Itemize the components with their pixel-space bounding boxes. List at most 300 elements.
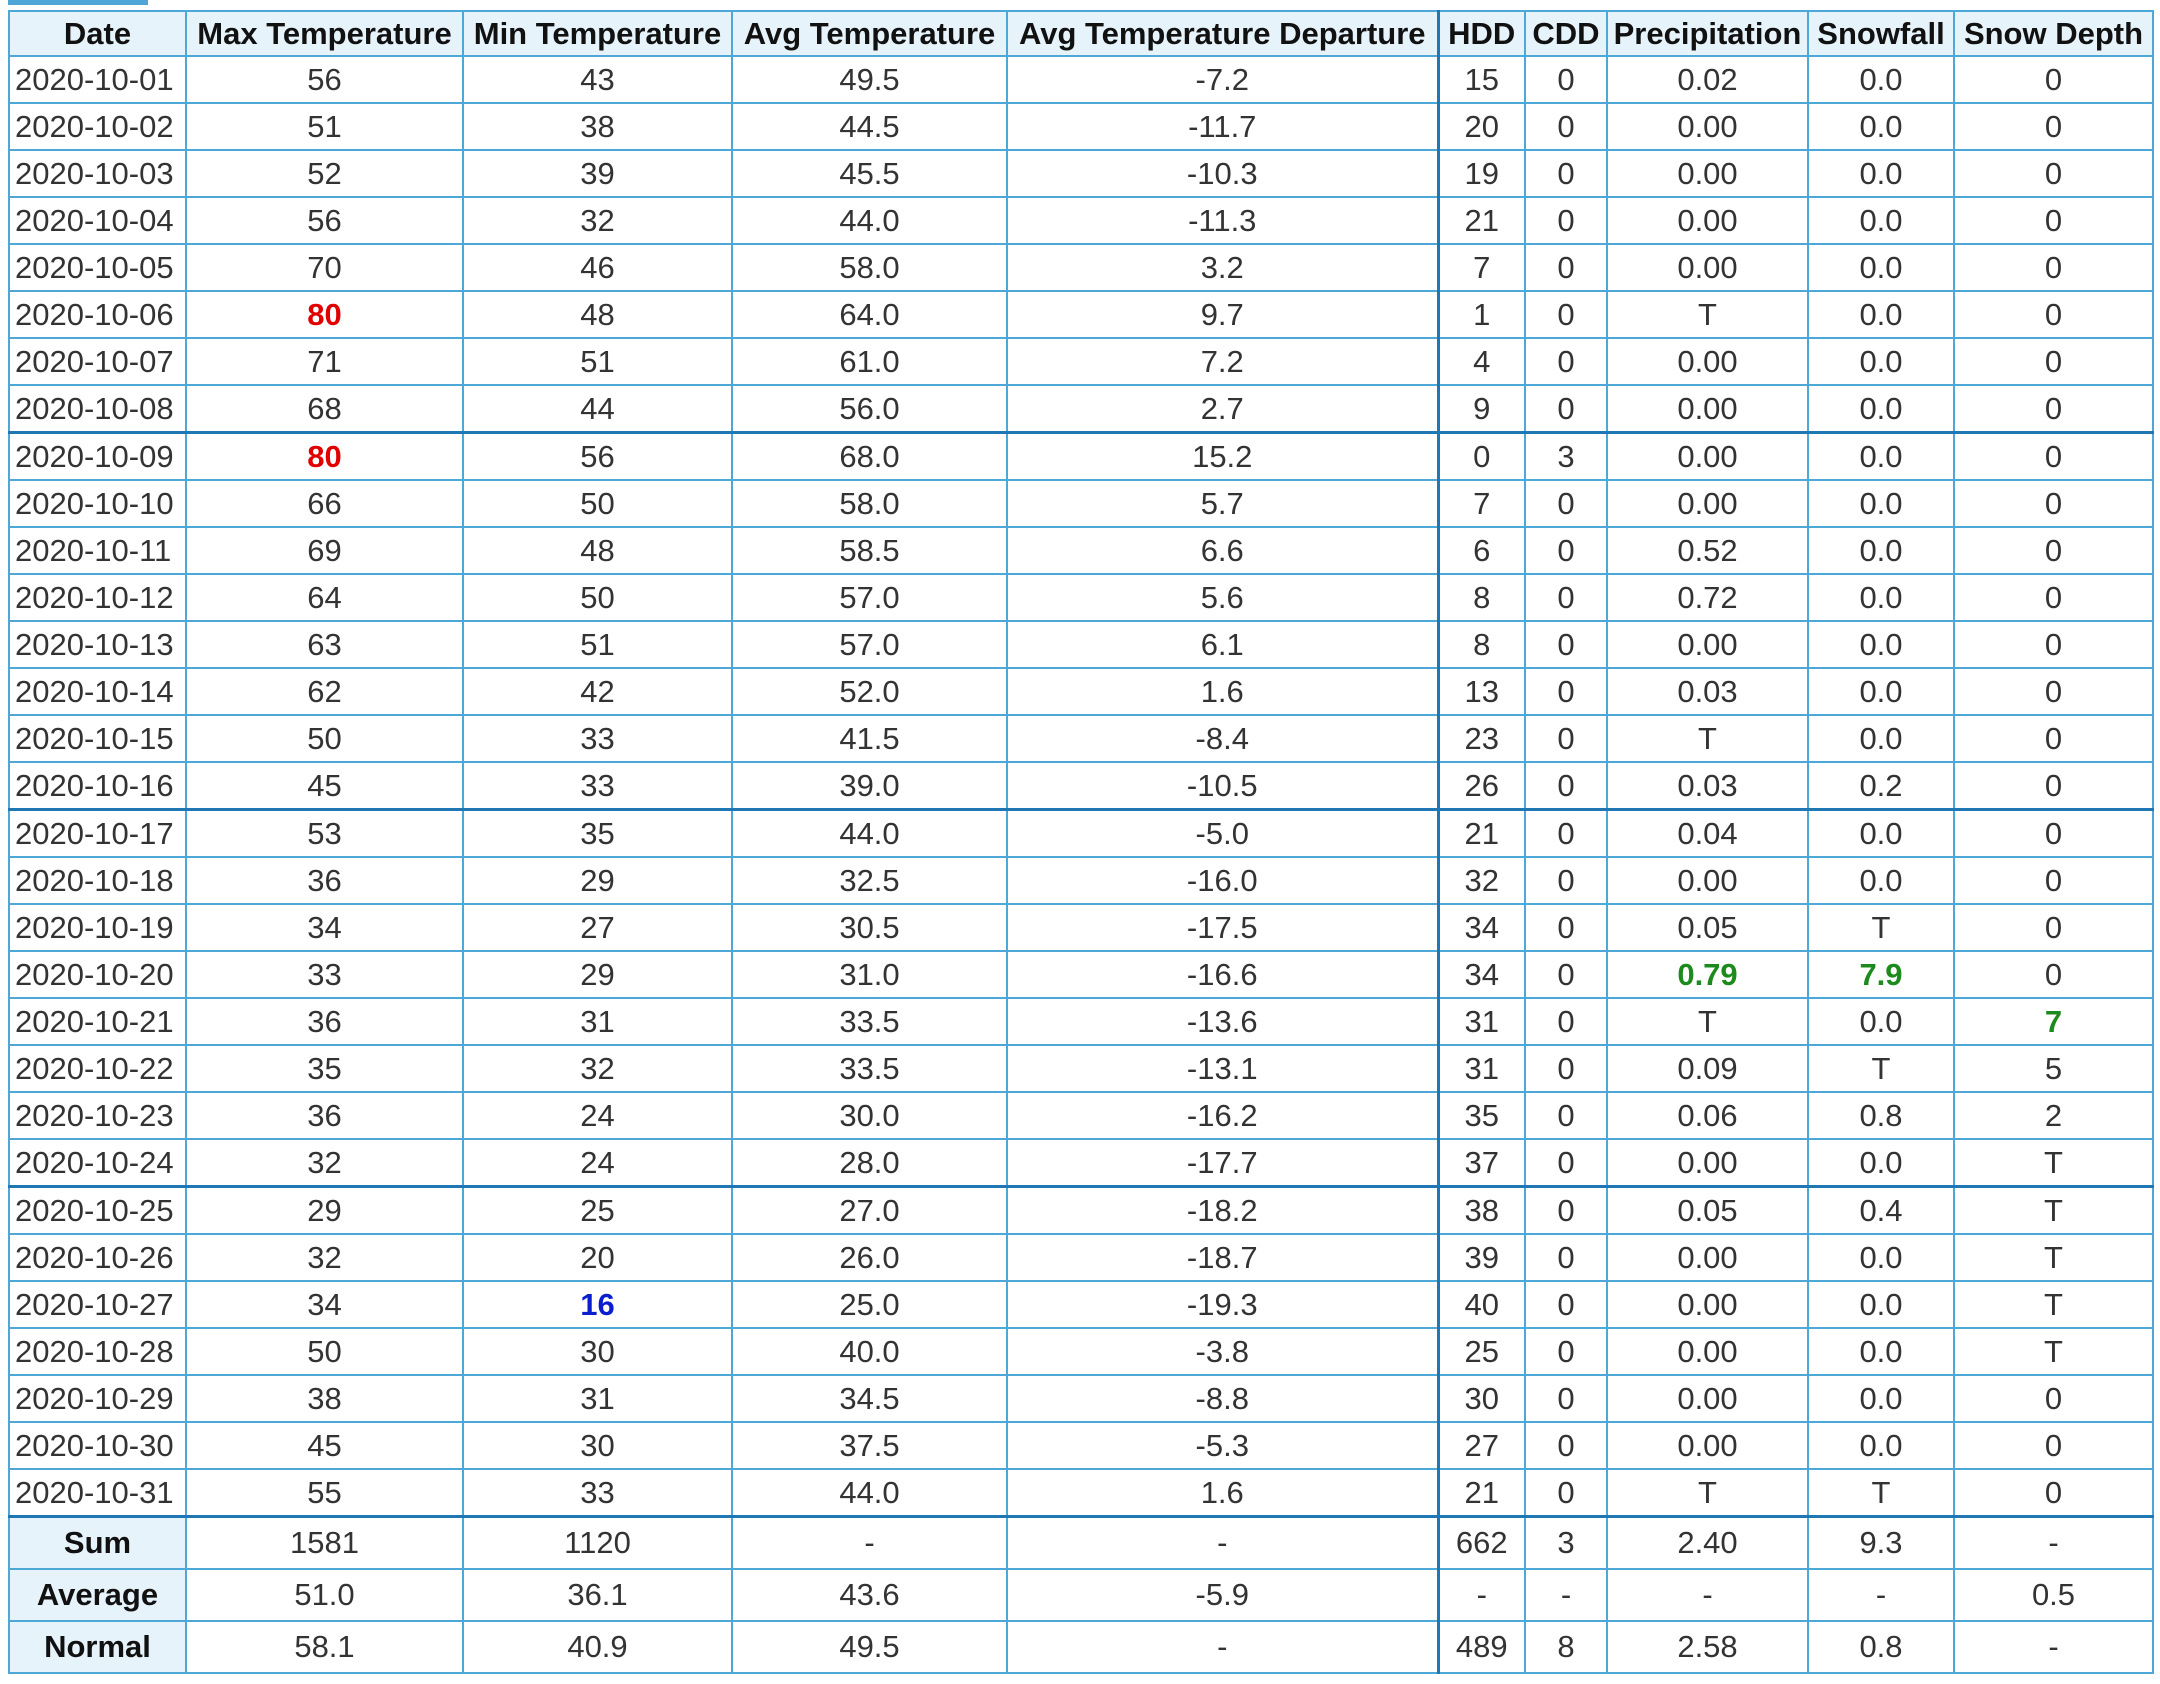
value-cell: T bbox=[1954, 1234, 2153, 1281]
value-cell: 0.00 bbox=[1607, 103, 1808, 150]
value-cell: 0 bbox=[1954, 810, 2153, 858]
date-cell: 2020-10-26 bbox=[9, 1234, 186, 1281]
value-cell: 66 bbox=[186, 480, 463, 527]
value-cell: 0.03 bbox=[1607, 762, 1808, 810]
value-cell: 1.6 bbox=[1007, 668, 1438, 715]
value-cell: 0.0 bbox=[1808, 197, 1954, 244]
table-row bbox=[9, 197, 2153, 244]
date-cell: 2020-10-12 bbox=[9, 574, 186, 621]
climate-table-container bbox=[8, 10, 2154, 1674]
value-cell: 0 bbox=[1954, 1422, 2153, 1469]
value-cell: 0 bbox=[1954, 1469, 2153, 1517]
summary-value: 51.0 bbox=[186, 1569, 463, 1621]
date-cell: 2020-10-15 bbox=[9, 715, 186, 762]
value-cell: 0 bbox=[1954, 56, 2153, 103]
value-cell: 0 bbox=[1438, 433, 1525, 481]
summary-value: 9.3 bbox=[1808, 1517, 1954, 1570]
summary-value: - bbox=[1007, 1517, 1438, 1570]
date-cell: 2020-10-07 bbox=[9, 338, 186, 385]
value-cell: 32 bbox=[186, 1139, 463, 1187]
table-row bbox=[9, 1281, 2153, 1328]
value-cell: 44.0 bbox=[732, 810, 1007, 858]
value-cell: T bbox=[1954, 1139, 2153, 1187]
value-cell: 0.0 bbox=[1808, 103, 1954, 150]
date-cell: 2020-10-31 bbox=[9, 1469, 186, 1517]
value-cell: 21 bbox=[1438, 1469, 1525, 1517]
value-cell: T bbox=[1808, 1469, 1954, 1517]
value-cell: 0 bbox=[1525, 715, 1607, 762]
value-cell: -17.7 bbox=[1007, 1139, 1438, 1187]
column-header[interactable]: Max Temperature bbox=[186, 11, 463, 56]
value-cell: -8.4 bbox=[1007, 715, 1438, 762]
table-row bbox=[9, 951, 2153, 998]
table-row bbox=[9, 998, 2153, 1045]
value-cell: 0 bbox=[1954, 480, 2153, 527]
table-row bbox=[9, 621, 2153, 668]
value-cell: T bbox=[1607, 998, 1808, 1045]
table-row bbox=[9, 103, 2153, 150]
summary-label: Sum bbox=[9, 1517, 186, 1570]
value-cell: 33 bbox=[463, 1469, 732, 1517]
value-cell: 0 bbox=[1525, 810, 1607, 858]
value-cell: 34 bbox=[1438, 904, 1525, 951]
summary-value: - bbox=[1954, 1621, 2153, 1673]
value-cell: -3.8 bbox=[1007, 1328, 1438, 1375]
table-row bbox=[9, 244, 2153, 291]
value-cell: 34 bbox=[186, 904, 463, 951]
value-cell: 0 bbox=[1954, 291, 2153, 338]
value-cell: 41.5 bbox=[732, 715, 1007, 762]
date-cell: 2020-10-17 bbox=[9, 810, 186, 858]
value-cell: 0.0 bbox=[1808, 1422, 1954, 1469]
value-cell: 35 bbox=[186, 1045, 463, 1092]
value-cell: 0.0 bbox=[1808, 433, 1954, 481]
summary-label: Normal bbox=[9, 1621, 186, 1673]
value-cell: 33 bbox=[186, 951, 463, 998]
table-row bbox=[9, 1187, 2153, 1235]
value-cell: 33 bbox=[463, 762, 732, 810]
table-row bbox=[9, 668, 2153, 715]
value-cell: 0.00 bbox=[1607, 1234, 1808, 1281]
table-row bbox=[9, 1092, 2153, 1139]
value-cell: 26 bbox=[1438, 762, 1525, 810]
date-cell: 2020-10-18 bbox=[9, 857, 186, 904]
value-cell: 0 bbox=[1954, 338, 2153, 385]
value-cell: 25.0 bbox=[732, 1281, 1007, 1328]
value-cell: 40 bbox=[1438, 1281, 1525, 1328]
value-cell: 34 bbox=[186, 1281, 463, 1328]
value-cell: 8 bbox=[1438, 574, 1525, 621]
value-cell: 0 bbox=[1525, 951, 1607, 998]
table-row bbox=[9, 1045, 2153, 1092]
value-cell: 0.0 bbox=[1808, 1234, 1954, 1281]
summary-value: 40.9 bbox=[463, 1621, 732, 1673]
value-cell: 30 bbox=[1438, 1375, 1525, 1422]
value-cell: 24 bbox=[463, 1092, 732, 1139]
value-cell: 0 bbox=[1525, 1281, 1607, 1328]
value-cell: 5.7 bbox=[1007, 480, 1438, 527]
summary-value: 0.5 bbox=[1954, 1569, 2153, 1621]
value-cell: 0 bbox=[1525, 668, 1607, 715]
value-cell: 21 bbox=[1438, 810, 1525, 858]
value-cell: 29 bbox=[463, 951, 732, 998]
column-header[interactable]: Snowfall bbox=[1808, 11, 1954, 56]
date-cell: 2020-10-20 bbox=[9, 951, 186, 998]
value-cell: 0.00 bbox=[1607, 197, 1808, 244]
value-cell: 0.00 bbox=[1607, 433, 1808, 481]
value-cell: 0.0 bbox=[1808, 668, 1954, 715]
value-cell: 57.0 bbox=[732, 574, 1007, 621]
value-cell: 0 bbox=[1954, 150, 2153, 197]
column-header[interactable]: Snow Depth bbox=[1954, 11, 2153, 56]
table-row bbox=[9, 574, 2153, 621]
value-cell: 0.0 bbox=[1808, 810, 1954, 858]
table-row bbox=[9, 1234, 2153, 1281]
value-cell: 0 bbox=[1525, 1469, 1607, 1517]
value-cell: 0 bbox=[1525, 385, 1607, 433]
value-cell: 0.0 bbox=[1808, 715, 1954, 762]
value-cell: 45 bbox=[186, 1422, 463, 1469]
value-cell: 35 bbox=[1438, 1092, 1525, 1139]
value-cell: T bbox=[1607, 1469, 1808, 1517]
value-cell: 0 bbox=[1525, 574, 1607, 621]
value-cell: 36 bbox=[186, 1092, 463, 1139]
value-cell: 0 bbox=[1525, 103, 1607, 150]
value-cell: 32 bbox=[463, 1045, 732, 1092]
value-cell: 0.0 bbox=[1808, 998, 1954, 1045]
value-cell: 0.2 bbox=[1808, 762, 1954, 810]
value-cell: -10.3 bbox=[1007, 150, 1438, 197]
value-cell: 43 bbox=[463, 56, 732, 103]
value-cell: -7.2 bbox=[1007, 56, 1438, 103]
summary-value: 662 bbox=[1438, 1517, 1525, 1570]
value-cell: 56 bbox=[186, 56, 463, 103]
date-cell: 2020-10-05 bbox=[9, 244, 186, 291]
value-cell: 42 bbox=[463, 668, 732, 715]
value-cell: 37 bbox=[1438, 1139, 1525, 1187]
table-row bbox=[9, 338, 2153, 385]
value-cell: 0 bbox=[1525, 998, 1607, 1045]
value-cell: 0.0 bbox=[1808, 527, 1954, 574]
value-cell: 29 bbox=[463, 857, 732, 904]
value-cell: 6.1 bbox=[1007, 621, 1438, 668]
date-cell: 2020-10-22 bbox=[9, 1045, 186, 1092]
value-cell: 0 bbox=[1525, 1139, 1607, 1187]
summary-value: 49.5 bbox=[732, 1621, 1007, 1673]
value-cell: T bbox=[1954, 1328, 2153, 1375]
value-cell: 0 bbox=[1525, 1234, 1607, 1281]
value-cell: 68 bbox=[186, 385, 463, 433]
value-cell: 31 bbox=[463, 998, 732, 1045]
value-cell: 8 bbox=[1438, 621, 1525, 668]
value-cell: 23 bbox=[1438, 715, 1525, 762]
value-cell: 58.5 bbox=[732, 527, 1007, 574]
value-cell: 30 bbox=[463, 1328, 732, 1375]
value-cell: 0 bbox=[1525, 1187, 1607, 1235]
value-cell: 44.0 bbox=[732, 1469, 1007, 1517]
date-cell: 2020-10-06 bbox=[9, 291, 186, 338]
date-cell: 2020-10-14 bbox=[9, 668, 186, 715]
value-cell: 0.00 bbox=[1607, 1281, 1808, 1328]
summary-value: 0.8 bbox=[1808, 1621, 1954, 1673]
value-cell: 39 bbox=[463, 150, 732, 197]
value-cell: 31 bbox=[463, 1375, 732, 1422]
value-cell: 32 bbox=[186, 1234, 463, 1281]
value-cell: 15.2 bbox=[1007, 433, 1438, 481]
value-cell: 56.0 bbox=[732, 385, 1007, 433]
column-header[interactable]: Date bbox=[9, 11, 186, 56]
summary-value: - bbox=[1954, 1517, 2153, 1570]
value-cell: 0 bbox=[1525, 1328, 1607, 1375]
value-cell: 0 bbox=[1954, 1375, 2153, 1422]
value-cell: 0.0 bbox=[1808, 574, 1954, 621]
value-cell: 57.0 bbox=[732, 621, 1007, 668]
date-cell: 2020-10-01 bbox=[9, 56, 186, 103]
date-cell: 2020-10-30 bbox=[9, 1422, 186, 1469]
value-cell: 0.0 bbox=[1808, 1139, 1954, 1187]
value-cell: 36 bbox=[186, 998, 463, 1045]
value-cell: 0 bbox=[1525, 197, 1607, 244]
value-cell: 2 bbox=[1954, 1092, 2153, 1139]
table-row bbox=[9, 56, 2153, 103]
date-cell: 2020-10-24 bbox=[9, 1139, 186, 1187]
value-cell: 71 bbox=[186, 338, 463, 385]
table-header-row bbox=[9, 11, 2153, 56]
value-cell: 0 bbox=[1525, 56, 1607, 103]
value-cell: 13 bbox=[1438, 668, 1525, 715]
value-cell: 0.00 bbox=[1607, 1328, 1808, 1375]
value-cell: 48 bbox=[463, 527, 732, 574]
date-cell: 2020-10-09 bbox=[9, 433, 186, 481]
summary-value: - bbox=[1007, 1621, 1438, 1673]
value-cell: 0 bbox=[1954, 574, 2153, 621]
value-cell: 0 bbox=[1525, 338, 1607, 385]
table-row bbox=[9, 480, 2153, 527]
value-cell: 0.0 bbox=[1808, 56, 1954, 103]
value-cell: 68.0 bbox=[732, 433, 1007, 481]
value-cell: 0.4 bbox=[1808, 1187, 1954, 1235]
value-cell: 0.09 bbox=[1607, 1045, 1808, 1092]
value-cell: 51 bbox=[463, 621, 732, 668]
table-row bbox=[9, 291, 2153, 338]
value-cell: 50 bbox=[463, 480, 732, 527]
value-cell: 0.52 bbox=[1607, 527, 1808, 574]
value-cell: 0.79 bbox=[1607, 951, 1808, 998]
value-cell: 39.0 bbox=[732, 762, 1007, 810]
date-cell: 2020-10-02 bbox=[9, 103, 186, 150]
value-cell: 0.05 bbox=[1607, 1187, 1808, 1235]
value-cell: 31 bbox=[1438, 998, 1525, 1045]
date-cell: 2020-10-13 bbox=[9, 621, 186, 668]
value-cell: 0.0 bbox=[1808, 480, 1954, 527]
value-cell: -17.5 bbox=[1007, 904, 1438, 951]
date-cell: 2020-10-11 bbox=[9, 527, 186, 574]
value-cell: 55 bbox=[186, 1469, 463, 1517]
value-cell: 33 bbox=[463, 715, 732, 762]
summary-value: 489 bbox=[1438, 1621, 1525, 1673]
value-cell: 21 bbox=[1438, 197, 1525, 244]
summary-value: 1120 bbox=[463, 1517, 732, 1570]
summary-value: 8 bbox=[1525, 1621, 1607, 1673]
value-cell: -13.1 bbox=[1007, 1045, 1438, 1092]
value-cell: 0 bbox=[1525, 621, 1607, 668]
table-row bbox=[9, 1139, 2153, 1187]
value-cell: 51 bbox=[186, 103, 463, 150]
value-cell: 29 bbox=[186, 1187, 463, 1235]
value-cell: 5 bbox=[1954, 1045, 2153, 1092]
value-cell: 5.6 bbox=[1007, 574, 1438, 621]
table-row bbox=[9, 904, 2153, 951]
value-cell: 40.0 bbox=[732, 1328, 1007, 1375]
value-cell: 7 bbox=[1438, 480, 1525, 527]
value-cell: 58.0 bbox=[732, 244, 1007, 291]
value-cell: 15 bbox=[1438, 56, 1525, 103]
value-cell: 34.5 bbox=[732, 1375, 1007, 1422]
value-cell: 0.06 bbox=[1607, 1092, 1808, 1139]
value-cell: 0.04 bbox=[1607, 810, 1808, 858]
summary-value: - bbox=[1525, 1569, 1607, 1621]
value-cell: 52 bbox=[186, 150, 463, 197]
value-cell: 0.0 bbox=[1808, 385, 1954, 433]
summary-value: 43.6 bbox=[732, 1569, 1007, 1621]
table-row bbox=[9, 1328, 2153, 1375]
value-cell: 0.0 bbox=[1808, 244, 1954, 291]
summary-value: - bbox=[732, 1517, 1007, 1570]
value-cell: -5.0 bbox=[1007, 810, 1438, 858]
value-cell: 37.5 bbox=[732, 1422, 1007, 1469]
summary-value: 36.1 bbox=[463, 1569, 732, 1621]
value-cell: 70 bbox=[186, 244, 463, 291]
date-cell: 2020-10-21 bbox=[9, 998, 186, 1045]
value-cell: 3 bbox=[1525, 433, 1607, 481]
value-cell: 51 bbox=[463, 338, 732, 385]
value-cell: T bbox=[1954, 1281, 2153, 1328]
summary-value: 3 bbox=[1525, 1517, 1607, 1570]
value-cell: 0 bbox=[1525, 150, 1607, 197]
table-row bbox=[9, 715, 2153, 762]
value-cell: 25 bbox=[463, 1187, 732, 1235]
value-cell: 20 bbox=[463, 1234, 732, 1281]
value-cell: 44 bbox=[463, 385, 732, 433]
value-cell: 28.0 bbox=[732, 1139, 1007, 1187]
summary-value: - bbox=[1438, 1569, 1525, 1621]
value-cell: 53 bbox=[186, 810, 463, 858]
date-cell: 2020-10-23 bbox=[9, 1092, 186, 1139]
value-cell: -13.6 bbox=[1007, 998, 1438, 1045]
value-cell: 38 bbox=[1438, 1187, 1525, 1235]
value-cell: 9 bbox=[1438, 385, 1525, 433]
date-cell: 2020-10-16 bbox=[9, 762, 186, 810]
date-cell: 2020-10-28 bbox=[9, 1328, 186, 1375]
date-cell: 2020-10-03 bbox=[9, 150, 186, 197]
value-cell: 0 bbox=[1954, 621, 2153, 668]
column-header[interactable]: HDD bbox=[1438, 11, 1525, 56]
value-cell: 64.0 bbox=[732, 291, 1007, 338]
value-cell: 0.00 bbox=[1607, 338, 1808, 385]
date-cell: 2020-10-08 bbox=[9, 385, 186, 433]
value-cell: 4 bbox=[1438, 338, 1525, 385]
value-cell: 0.0 bbox=[1808, 1328, 1954, 1375]
column-header[interactable]: Precipitation bbox=[1607, 11, 1808, 56]
value-cell: 0.00 bbox=[1607, 1375, 1808, 1422]
value-cell: 16 bbox=[463, 1281, 732, 1328]
column-header[interactable]: CDD bbox=[1525, 11, 1607, 56]
value-cell: 27 bbox=[463, 904, 732, 951]
summary-value: - bbox=[1808, 1569, 1954, 1621]
column-header[interactable]: Min Temperature bbox=[463, 11, 732, 56]
value-cell: 44.0 bbox=[732, 197, 1007, 244]
value-cell: 30 bbox=[463, 1422, 732, 1469]
value-cell: 50 bbox=[463, 574, 732, 621]
value-cell: 9.7 bbox=[1007, 291, 1438, 338]
value-cell: 0 bbox=[1954, 715, 2153, 762]
value-cell: -19.3 bbox=[1007, 1281, 1438, 1328]
value-cell: 19 bbox=[1438, 150, 1525, 197]
table-row bbox=[9, 527, 2153, 574]
value-cell: 0.0 bbox=[1808, 291, 1954, 338]
value-cell: -5.3 bbox=[1007, 1422, 1438, 1469]
value-cell: 0.0 bbox=[1808, 1375, 1954, 1422]
value-cell: 31.0 bbox=[732, 951, 1007, 998]
table-row bbox=[9, 810, 2153, 858]
value-cell: -16.0 bbox=[1007, 857, 1438, 904]
value-cell: 0 bbox=[1525, 1422, 1607, 1469]
summary-value: 2.40 bbox=[1607, 1517, 1808, 1570]
value-cell: -11.7 bbox=[1007, 103, 1438, 150]
summary-value: 58.1 bbox=[186, 1621, 463, 1673]
value-cell: 39 bbox=[1438, 1234, 1525, 1281]
value-cell: 0.00 bbox=[1607, 150, 1808, 197]
value-cell: 25 bbox=[1438, 1328, 1525, 1375]
table-row bbox=[9, 433, 2153, 481]
date-cell: 2020-10-04 bbox=[9, 197, 186, 244]
value-cell: 48 bbox=[463, 291, 732, 338]
value-cell: 80 bbox=[186, 433, 463, 481]
value-cell: T bbox=[1808, 904, 1954, 951]
column-header[interactable]: Avg Temperature bbox=[732, 11, 1007, 56]
summary-value: - bbox=[1607, 1569, 1808, 1621]
value-cell: 20 bbox=[1438, 103, 1525, 150]
value-cell: 0.03 bbox=[1607, 668, 1808, 715]
value-cell: 0.05 bbox=[1607, 904, 1808, 951]
summary-row bbox=[9, 1517, 2153, 1570]
value-cell: 30.0 bbox=[732, 1092, 1007, 1139]
value-cell: 38 bbox=[463, 103, 732, 150]
value-cell: 0 bbox=[1525, 480, 1607, 527]
value-cell: 0.0 bbox=[1808, 1281, 1954, 1328]
value-cell: 0 bbox=[1525, 857, 1607, 904]
daily-climate-table bbox=[8, 10, 2154, 1674]
value-cell: 27.0 bbox=[732, 1187, 1007, 1235]
value-cell: T bbox=[1607, 291, 1808, 338]
summary-row bbox=[9, 1621, 2153, 1673]
value-cell: 6.6 bbox=[1007, 527, 1438, 574]
top-tab-indicator bbox=[8, 0, 148, 5]
value-cell: 52.0 bbox=[732, 668, 1007, 715]
value-cell: 38 bbox=[186, 1375, 463, 1422]
value-cell: 33.5 bbox=[732, 1045, 1007, 1092]
value-cell: 0 bbox=[1525, 904, 1607, 951]
value-cell: 45.5 bbox=[732, 150, 1007, 197]
value-cell: -16.6 bbox=[1007, 951, 1438, 998]
summary-row bbox=[9, 1569, 2153, 1621]
value-cell: 0 bbox=[1954, 762, 2153, 810]
value-cell: 0.00 bbox=[1607, 621, 1808, 668]
value-cell: 44.5 bbox=[732, 103, 1007, 150]
column-header[interactable]: Avg Temperature Departure bbox=[1007, 11, 1438, 56]
table-row bbox=[9, 1469, 2153, 1517]
value-cell: 0 bbox=[1954, 951, 2153, 998]
